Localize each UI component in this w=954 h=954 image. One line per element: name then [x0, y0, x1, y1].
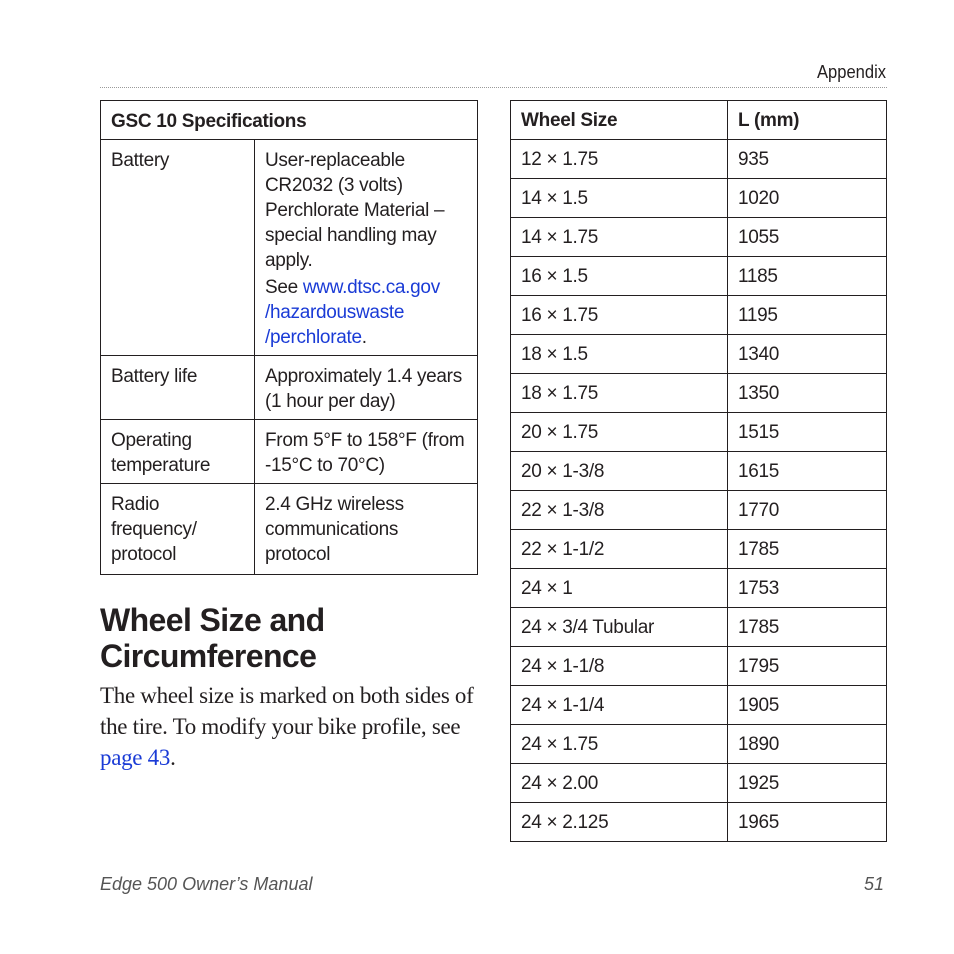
wheel-size-cell: 16 × 1.5: [511, 257, 728, 296]
table-row: [511, 179, 887, 218]
spec-label: Radio frequency/ protocol: [101, 484, 255, 575]
wheel-size-cell: 24 × 2.00: [511, 764, 728, 803]
length-cell: 1905: [728, 686, 887, 725]
spec-value: Approximately 1.4 years (1 hour per day): [255, 356, 478, 420]
battery-description: User-replaceable CR2032 (3 volts) Perchlorate Material – special handling may apply.: [265, 150, 445, 271]
table-row: [511, 608, 887, 647]
wheel-size-cell: 24 × 2.125: [511, 803, 728, 842]
table-row: [511, 647, 887, 686]
section-title: Wheel Size and Circumference: [100, 602, 325, 674]
wheel-size-cell: 14 × 1.75: [511, 218, 728, 257]
table-row: [511, 803, 887, 842]
table-row: [511, 686, 887, 725]
wheel-size-cell: 24 × 1: [511, 569, 728, 608]
wheel-size-cell: 24 × 1-1/8: [511, 647, 728, 686]
spec-label: Operating temperature: [101, 420, 255, 484]
running-header: Appendix: [816, 62, 886, 82]
wheel-size-cell: 20 × 1-3/8: [511, 452, 728, 491]
table-row: [511, 725, 887, 764]
wheel-size-cell: 14 × 1.5: [511, 179, 728, 218]
wheel-size-cell: 22 × 1-1/2: [511, 530, 728, 569]
page-43-link[interactable]: page 43: [100, 745, 171, 770]
length-cell: 1753: [728, 569, 887, 608]
table-row: [511, 491, 887, 530]
body-text: The wheel size is marked on both sides of the tire. To modify your bike profile, see: [100, 683, 474, 739]
table-row: [511, 257, 887, 296]
wheel-size-cell: 20 × 1.75: [511, 413, 728, 452]
see-suffix: .: [361, 327, 367, 348]
section-body: [100, 680, 490, 773]
table-row: [511, 374, 887, 413]
wheel-size-cell: 18 × 1.5: [511, 335, 728, 374]
length-cell: 1515: [728, 413, 887, 452]
table-row: [101, 356, 478, 420]
table-row: [511, 413, 887, 452]
table-row: [511, 452, 887, 491]
see-prefix: See: [265, 277, 303, 298]
column-header-wheel-size: Wheel Size: [511, 101, 728, 140]
dtsc-perchlorate-link[interactable]: www.dtsc.ca.gov /hazardouswaste /perchlorate: [265, 277, 440, 348]
length-cell: 1795: [728, 647, 887, 686]
length-cell: 935: [728, 140, 887, 179]
wheel-size-cell: 12 × 1.75: [511, 140, 728, 179]
length-cell: 1195: [728, 296, 887, 335]
length-cell: 1965: [728, 803, 887, 842]
spec-value: [255, 140, 478, 356]
spec-label: Battery: [101, 140, 255, 356]
table-row: [511, 296, 887, 335]
spec-table-title: GSC 10 Specifications: [101, 101, 478, 140]
wheel-size-cell: 24 × 1.75: [511, 725, 728, 764]
wheel-size-cell: 24 × 3/4 Tubular: [511, 608, 728, 647]
table-row: [511, 764, 887, 803]
table-row: [511, 140, 887, 179]
length-cell: 1055: [728, 218, 887, 257]
wheel-size-table: [510, 100, 887, 842]
table-row: [101, 484, 478, 575]
spec-label: Battery life: [101, 356, 255, 420]
spec-value: 2.4 GHz wireless communications protocol: [255, 484, 478, 575]
length-cell: 1925: [728, 764, 887, 803]
column-header-length: L (mm): [728, 101, 887, 140]
table-row: [101, 420, 478, 484]
length-cell: 1785: [728, 608, 887, 647]
length-cell: 1020: [728, 179, 887, 218]
wheel-size-cell: 22 × 1-3/8: [511, 491, 728, 530]
table-header-row: [511, 101, 887, 140]
table-row: [101, 140, 478, 356]
length-cell: 1785: [728, 530, 887, 569]
length-cell: 1615: [728, 452, 887, 491]
table-row: [511, 569, 887, 608]
length-cell: 1340: [728, 335, 887, 374]
header-divider: [100, 87, 887, 88]
gsc10-spec-table: [100, 100, 478, 575]
wheel-size-cell: 18 × 1.75: [511, 374, 728, 413]
footer-manual-name: Edge 500 Owner’s Manual: [100, 874, 313, 894]
length-cell: 1350: [728, 374, 887, 413]
table-row: [511, 530, 887, 569]
body-suffix: .: [170, 745, 176, 770]
battery-see-note: [265, 275, 467, 350]
footer-page-number: 51: [863, 874, 884, 894]
wheel-size-cell: 24 × 1-1/4: [511, 686, 728, 725]
wheel-size-cell: 16 × 1.75: [511, 296, 728, 335]
length-cell: 1890: [728, 725, 887, 764]
length-cell: 1185: [728, 257, 887, 296]
table-header-row: [101, 101, 478, 140]
spec-value: From 5°F to 158°F (from -15°C to 70°C): [255, 420, 478, 484]
table-row: [511, 218, 887, 257]
table-row: [511, 335, 887, 374]
length-cell: 1770: [728, 491, 887, 530]
